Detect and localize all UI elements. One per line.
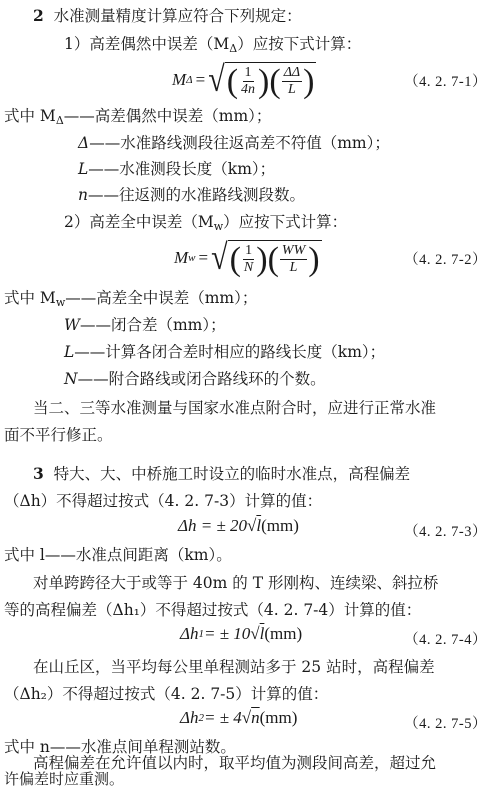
where1-desc: ——高差偶然中误差（mm）； [63,107,272,125]
f2-equals: = [198,248,209,267]
radical-sign: √ [247,516,257,535]
f4-label: （4. 2. 7-4） [404,632,487,648]
sub1-heading-tail: ）应按下式计算： [237,35,362,53]
where2-item-1 [64,315,226,335]
where1-desc: ——水准路线测段往返高差不符值（mm）； [89,134,390,152]
f4-lhs: Δh [180,624,199,643]
f1-lhs: M [172,70,187,89]
where2-sym-sub: w [55,296,66,309]
where2-sym: W [64,316,80,334]
where2-desc: ——闭合差（mm）； [79,316,226,334]
f5-mid: = ± 4 [203,708,242,727]
where3: 式中 l——水准点间距离（km）。 [4,546,232,564]
where1-sym: n [78,186,88,204]
f1-lhs-sub: Δ [186,74,193,86]
f3-unit: (mm) [261,516,299,535]
sub2-heading-tail: ）应按下式计算： [223,213,348,231]
f1-sqrt: √ ( $\frac{1}{4n}$ ) ( $\frac{\Delta\Delta}{L}$ ) [208,59,315,100]
where1-item-1 [78,133,390,153]
p3-line-2: （Δh₂）不得超过按式（4. 2. 7-5）计算的值： [4,685,329,703]
item3-line1-text: 特大、大、中桥施工时设立的临时水准点，高程偏差 [53,465,411,483]
f3-label: （4. 2. 7-3） [404,524,487,540]
where2-sym: N [64,370,78,388]
f5-unit: (mm) [259,708,298,727]
f2-sqrt: √ ( $\frac{1}{N}$ ) ( $\frac{WW}{L}$ ) [211,237,320,278]
where1-sym: 式中 M [4,107,56,125]
radical-sign: √ [208,59,225,100]
p3-line-1: 在山丘区，当平均每公里单程测站多于 25 站时，高程偏差 [33,658,435,676]
where1-item-3 [78,185,305,205]
where1-item-0 [4,106,271,131]
item3-line-1 [33,464,410,484]
formula-4-2-7-1 [172,58,316,102]
f3-radicand: l [256,516,262,535]
f4-radicand: l [259,624,265,643]
f2-lhs: M [174,248,189,267]
sub1-heading-text: 1）高差偶然中误差（M [64,35,230,53]
f4-unit: (mm) [264,624,303,643]
radical-sign: √ [211,237,228,278]
where1-sym: Δ [78,134,90,152]
f2-label: （4. 2. 7-2） [404,252,487,268]
f3-lhs: Δh = ± 20 [178,516,248,535]
f5-label: （4. 2. 7-5） [404,716,487,732]
item2-number: 2 [33,6,44,25]
p2-line-2: 等的高程偏差（Δh₁）不得超过按式（4. 2. 7-4）计算的值： [4,601,422,619]
formula-4-2-7-5 [180,708,297,728]
formula-4-2-7-3 [178,516,299,536]
where1-sym: L [78,160,89,178]
radical-sign: √ [250,624,260,643]
f1-label: （4. 2. 7-1） [404,74,487,90]
f2-frac2: $\frac{WW}{L}$ [281,243,306,275]
sub1-heading [64,34,361,59]
f1-frac2: $\frac{\Delta\Delta}{L}$ [283,65,301,97]
where2-item-0 [4,288,257,313]
note-line-1: 当二、三等水准测量与国家水准点附合时，应进行正常水准 [33,399,437,417]
where1-desc: ——水准测段长度（km）； [88,160,276,178]
where1-desc: ——往返测的水准路线测段数。 [87,186,305,204]
where2-desc: ——附合路线或闭合路线环的个数。 [77,370,326,388]
sub2-heading-text: 2）高差全中误差（M [64,213,214,231]
radical-sign: √ [241,708,252,727]
where2-item-2 [64,342,385,362]
where5: 式中 n——水准点间单程测站数。 [4,738,236,756]
sub1-heading-sub: Δ [229,42,238,55]
f2-frac1: $\frac{1}{N}$ [243,243,254,275]
item3-line-2: （Δh）不得超过按式（4. 2. 7-3）计算的值： [4,492,323,510]
formula-4-2-7-4 [180,624,302,644]
f5-lhs-sub: 2 [198,712,204,724]
sub2-heading [64,212,347,237]
item3-number: 3 [33,464,44,483]
sub2-heading-sub: w [213,220,224,233]
formula-4-2-7-2 [174,236,322,280]
where2-sym: 式中 M [4,289,56,307]
where1-sym-sub: Δ [55,114,64,127]
final-line-1: 高程偏差在允许值以内时，取平均值为测段间高差，超过允 [33,754,437,772]
f5-lhs: Δh [180,708,199,727]
item2-heading-text: 水准测量精度计算应符合下列规定： [53,7,302,25]
f1-equals: = [195,70,206,89]
where1-item-2 [78,159,275,179]
f1-frac1: $\frac{1}{4n}$ [241,65,256,97]
where2-item-3 [64,369,326,389]
f4-mid: = ± 10 [203,624,251,643]
where2-sym: L [64,343,75,361]
item2-heading [33,6,302,26]
note-line-2: 面不平行修正。 [4,426,113,444]
p2-line-1: 对单跨跨径大于或等于 40m 的 T 形刚构、连续梁、斜拉桥 [33,574,439,592]
where2-desc: ——计算各闭合差时相应的路线长度（km）； [74,343,386,361]
where2-desc: ——高差全中误差（mm）； [65,289,258,307]
f5-radicand: n [251,708,260,727]
f2-lhs-sub: w [188,252,196,264]
f4-lhs-sub: 1 [198,628,204,640]
final-line-2-hidden: 许偏差时应重测。 [4,770,125,788]
